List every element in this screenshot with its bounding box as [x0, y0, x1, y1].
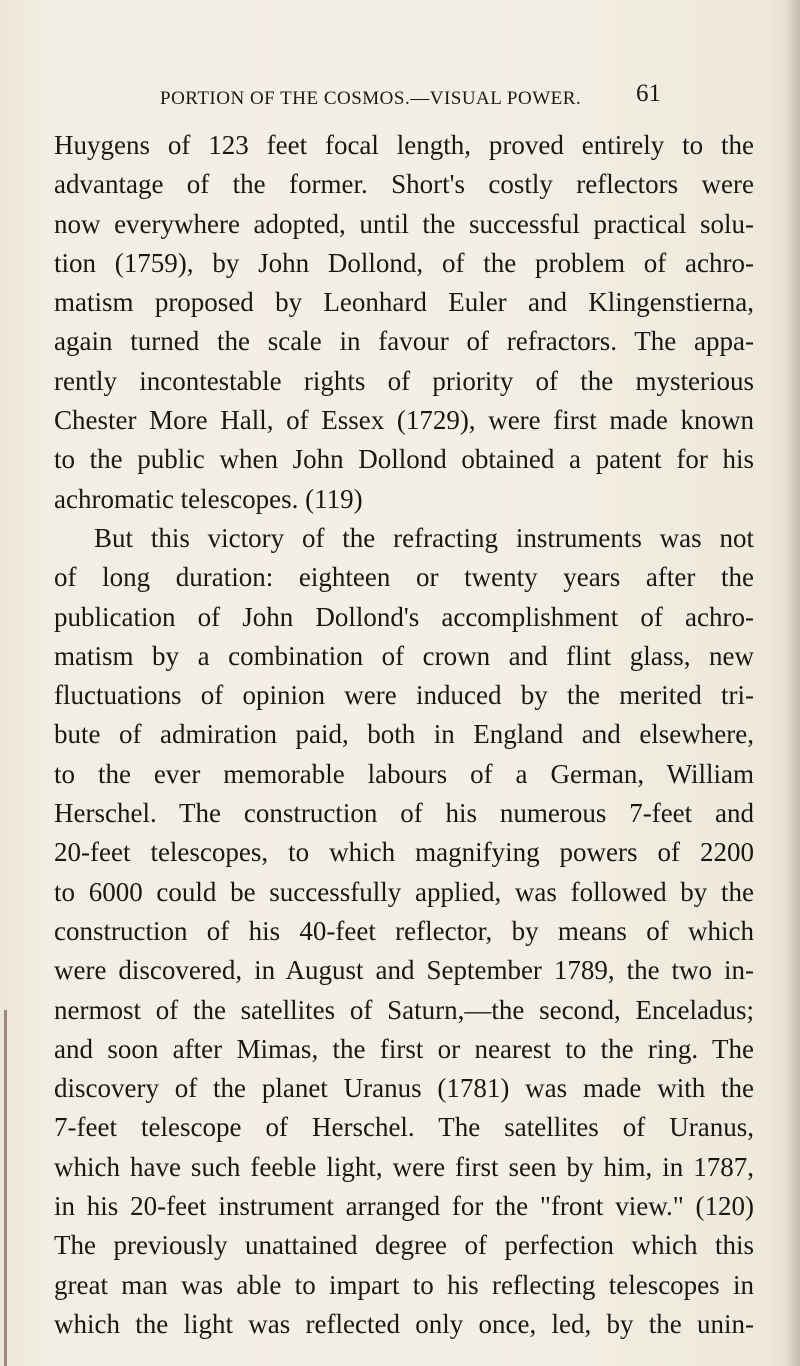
- text-line: 7-feet telescope of Herschel. The satellites of Uranus,: [54, 1112, 754, 1143]
- text-line: tion (1759), by John Dollond, of the problem of achro-: [54, 247, 754, 278]
- body-text: [54, 126, 754, 1344]
- text-line: fluctuations of opinion were induced by the merited tri-: [54, 680, 754, 711]
- text-line: construction of his 40-feet reflector, by means of which: [54, 915, 754, 946]
- text-line: great man was able to impart to his reflecting telescopes in: [54, 1269, 754, 1300]
- text-line: matism proposed by Leonhard Euler and Klingenstierna,: [54, 287, 754, 318]
- text-line: again turned the scale in favour of refractors. The appa-: [54, 326, 754, 357]
- text-line: to the ever memorable labours of a German, William: [54, 758, 754, 789]
- text-line: in his 20-feet instrument arranged for the "front view." (120): [54, 1191, 754, 1222]
- text-line: nermost of the satellites of Saturn,—the second, Enceladus;: [54, 994, 754, 1025]
- text-line: which have such feeble light, were first seen by him, in 1787,: [54, 1151, 754, 1182]
- text-line: Chester More Hall, of Essex (1729), were first made known: [54, 405, 754, 436]
- page-number: 61: [636, 80, 661, 107]
- text-line: matism by a combination of crown and flint glass, new: [54, 640, 754, 671]
- text-line: publication of John Dollond's accomplishment of achro-: [54, 601, 754, 632]
- text-line: Herschel. The construction of his numerous 7-feet and: [54, 798, 754, 829]
- text-line: to the public when John Dollond obtained a patent for his: [54, 444, 754, 475]
- text-line: discovery of the planet Uranus (1781) was made with the: [54, 1073, 754, 1104]
- text-line: and soon after Mimas, the first or nearest to the ring. The: [54, 1033, 754, 1064]
- text-line: Huygens of 123 feet focal length, proved entirely to the: [54, 130, 754, 160]
- binding-edge-mark: [4, 1010, 7, 1366]
- text-line: now everywhere adopted, until the successful practical solu-: [54, 208, 754, 239]
- running-head: PORTION OF THE COSMOS.—VISUAL POWER.: [160, 88, 582, 109]
- text-line: advantage of the former. Short's costly reflectors were: [54, 169, 754, 200]
- text-line: which the light was reflected only once, led, by the unin-: [54, 1308, 754, 1339]
- text-line: to 6000 could be successfully applied, was followed by the: [54, 876, 754, 907]
- text-line: rently incontestable rights of priority of the mysterious: [54, 365, 754, 396]
- text-line: bute of admiration paid, both in England and elsewhere,: [54, 719, 754, 750]
- paragraph-start-line: But this victory of the refracting instruments was not: [94, 522, 754, 553]
- text-line: achromatic telescopes. (119): [54, 483, 363, 514]
- page-edge-shadow: [786, 0, 800, 1366]
- text-line: were discovered, in August and September 1789, the two in-: [54, 955, 754, 986]
- text-line: The previously unattained degree of perfection which this: [54, 1230, 754, 1261]
- text-line: of long duration: eighteen or twenty years after the: [54, 562, 754, 593]
- text-line: 20-feet telescopes, to which magnifying powers of 2200: [54, 837, 754, 868]
